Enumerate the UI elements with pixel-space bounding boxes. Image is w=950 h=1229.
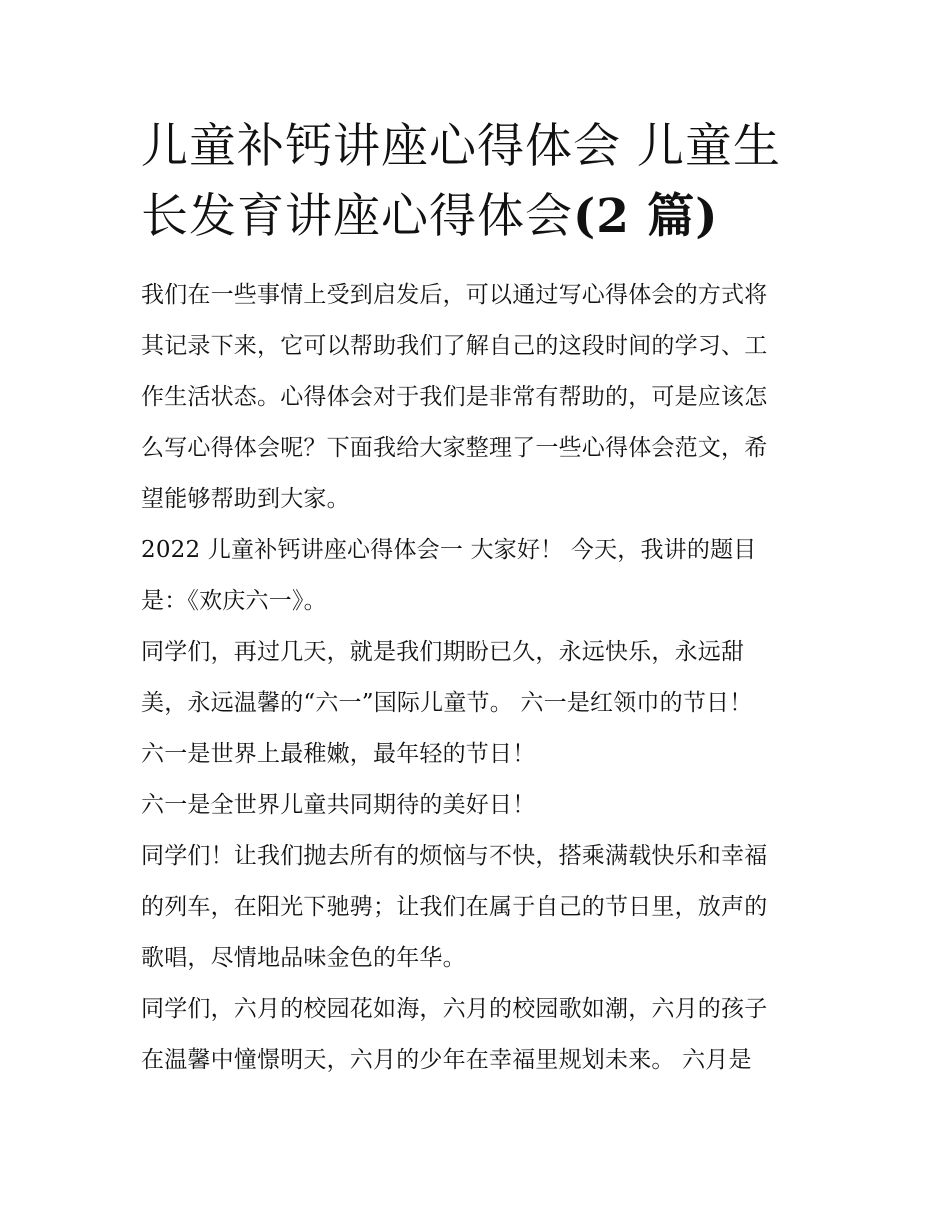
title-line-1: 儿童补钙讲座心得体会 儿童生: [141, 119, 781, 174]
paragraph-childrens-day: [141, 627, 816, 729]
paragraph-line: 同学们，再过几天，就是我们期盼已久，永远快乐，永远甜: [141, 639, 745, 665]
paragraph-line: 的列车，在阳光下驰骋；让我们在属于自己的节日里，放声的: [141, 894, 768, 920]
title-line-2: [141, 182, 816, 252]
paragraph-world-children: [141, 780, 816, 831]
paragraph-line: 歌唱，尽情地品味金色的年华。: [141, 945, 466, 971]
paragraph-june-campus: [141, 984, 816, 1086]
document-body: [141, 112, 816, 1086]
paragraph-happy-train: [141, 831, 816, 984]
paragraph-line: 同学们！让我们抛去所有的烦恼与不快，搭乘满载快乐和幸福: [141, 843, 768, 869]
paragraph-line: 六一是全世界儿童共同期待的美好日！: [141, 792, 536, 818]
paragraph-line: 作生活状态。心得体会对于我们是非常有帮助的，可是应该怎: [141, 384, 768, 410]
paragraph-line: 同学们，六月的校园花如海，六月的校园歌如潮，六月的孩子: [141, 996, 768, 1022]
paragraph-line: 2022 儿童补钙讲座心得体会一 大家好！ 今天，我讲的题目: [141, 537, 757, 563]
paragraph-line: 六一是世界上最稚嫩，最年轻的节日！: [141, 741, 536, 767]
paragraph-essay-heading: [141, 525, 816, 627]
paragraph-intro: [141, 270, 816, 525]
document-title: [141, 112, 816, 252]
title-line-2-main: 长发育讲座心得体会: [141, 189, 573, 244]
paragraph-line: 是：《欢庆六一》。: [141, 588, 327, 614]
paragraph-line: 美，永远温馨的“六一”国际儿童节。 六一是红领巾的节日！: [141, 690, 753, 716]
paragraph-line: 么写心得体会呢？下面我给大家整理了一些心得体会范文，希: [141, 435, 768, 461]
title-line-2-count: (2 篇): [573, 189, 719, 244]
paragraph-line: 望能够帮助到大家。: [141, 486, 350, 512]
paragraph-line: 我们在一些事情上受到启发后，可以通过写心得体会的方式将: [141, 282, 768, 308]
paragraph-line: 其记录下来，它可以帮助我们了解自己的这段时间的学习、工: [141, 333, 768, 359]
paragraph-youngest-holiday: [141, 729, 816, 780]
paragraph-line: 在温馨中憧憬明天，六月的少年在幸福里规划未来。 六月是: [141, 1047, 752, 1073]
